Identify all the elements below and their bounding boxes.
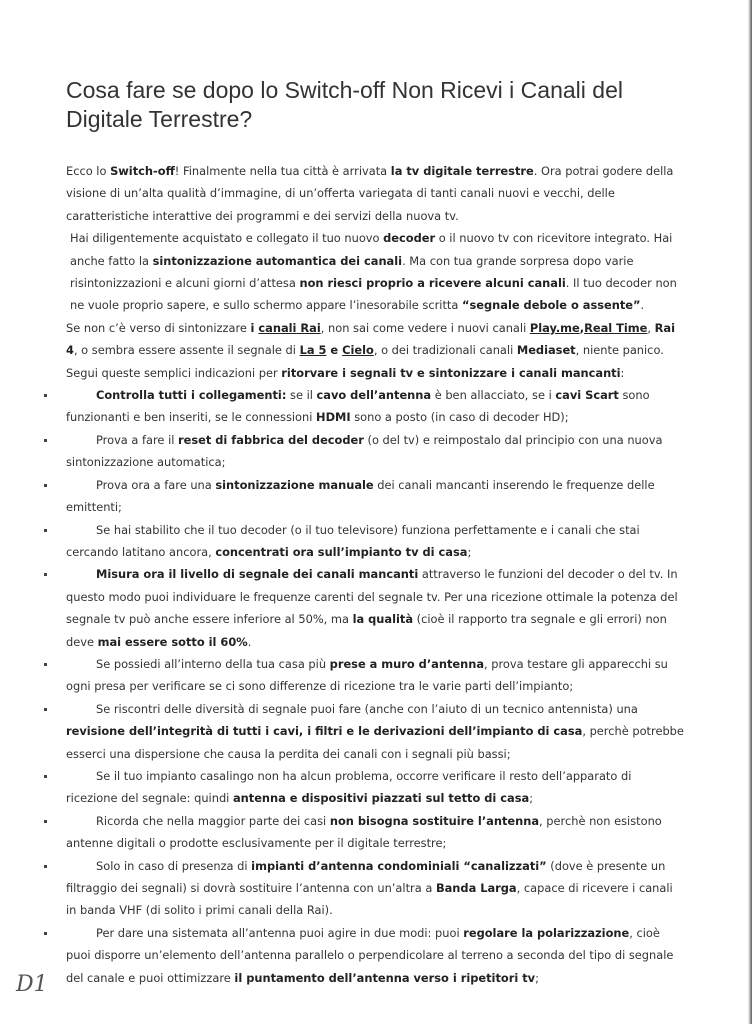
list-item [48,922,684,989]
text-run: o il nuovo tv con ricevitore integrato. Hai anche fatto la [70,231,673,268]
link-text: Play.me [529,320,580,335]
text-run: (o del tv) e reimpostalo dal principio con una nuova sintonizzazione automatica; [66,432,663,470]
text-run: sono funzionanti e ben inseriti, se le connessioni [66,388,650,425]
list-item [48,474,684,519]
bold-text: prese a muro d’antenna [329,656,485,671]
bold-text: Misura ora il livello di segnale dei canali mancanti [96,567,419,582]
bold-text: sintonizzazione automantica dei canali [152,253,403,268]
text-run: . [247,634,252,649]
text-run: , [647,320,655,335]
list-item [48,563,684,653]
bold-text: concentrati ora sull’impianto tv di casa [215,544,468,559]
bold-text: decoder [383,231,436,246]
bold-text: la qualità [352,612,414,627]
list-item [48,855,684,922]
text-run: , non sai come vedere i nuovi canali [320,320,530,335]
list-item [48,519,684,564]
text-run: è ben allacciato, se i [431,388,556,403]
text-run: ; [535,970,539,985]
text-run: , prova testare gli apparecchi su ogni presa per verificare se ci sono differenze di ricezione tra le varie parti dell’impianto; [66,656,668,694]
text-run: Se riscontri delle diversità di segnale puoi fare (anche con l’aiuto di un tecnico antennista) una [96,701,638,716]
bold-text: , [579,320,585,335]
bold-text: reset di fabbrica del decoder [178,432,364,447]
bold-text: cavi Scart [555,388,619,403]
bold-text: “segnale debole o assente” [462,298,641,313]
text-run: , perchè non esistono antenne digitali o prodotte esclusivamente per il digitale terrestre; [66,813,662,851]
bold-text: la tv digitale terrestre [390,164,534,178]
text-run: . Ma con tua grande sorpresa dopo varie risintonizzazioni e alcuni giorni d’attesa [70,253,634,291]
bold-text: antenna e dispositivi piazzati sul tetto di casa [232,791,530,806]
text-run: , perchè potrebbe esserci una dispersione che causa la perdita dei canali con i segnali più bassi; [66,724,684,761]
text-run: Per dare una sistemata all’antenna puoi agire in due modi: puoi [96,925,464,940]
bold-text: Rai 4 [66,320,676,358]
bold-text: Controlla tutti i collegamenti: [96,388,287,403]
bold-text: Mediaset [516,343,576,358]
link-text: Real Time [584,320,648,335]
list-item [48,765,684,810]
text-run: . [640,298,645,313]
list-item [48,384,684,429]
bold-text: non riesci proprio a ricevere alcuni canali [299,276,566,291]
document-body [66,160,684,989]
text-run: , o dei tradizionali canali [373,343,517,358]
page-mark: D1 [16,972,48,997]
bold-text: cavo dell’antenna [316,388,432,403]
text-run: : [620,365,625,380]
bold-text: mai essere sotto il 60% [97,634,248,649]
text-run: (cioè il rapporto tra segnale e gli errori) non deve [66,612,667,649]
text-run: , cioè puoi disporre un’elemento dell’antenna parallelo o perpendicolare al terreno a seconda del tipo di segnale del canale e puoi ottimizzare [66,925,674,985]
text-run: (dove è presente un filtraggio dei segnali) si dovrà sostituire l’antenna con un’altra a [66,858,666,895]
bold-text: ritorvare i segnali tv e sintonizzare i canali mancanti [281,365,621,380]
link-text: La 5 [299,343,327,358]
text-run: Solo in caso di presenza di [96,858,252,873]
text-run: , capace di ricevere i canali in banda VHF (di solito i primi canali della Rai). [66,881,673,918]
text-run: . Ora potrai godere della visione di un’alta qualità d’immagine, di un’offerta variegata di tanti canali nuovi e vecchi, delle caratteristiche interattive dei programmi e dei servizi della nuova tv. [66,164,674,223]
bold-text: non bisogna sostituire l’antenna [329,813,540,828]
bold-text [342,343,374,357]
text-run: , o sembra essere assente il segnale di [73,343,300,358]
bold-text: impianti d’antenna condominiali “canalizzati” [251,858,547,873]
intro-paragraph-3 [66,317,684,384]
bold-text: e [326,343,343,358]
text-run: se il [286,388,317,403]
bold-text [258,321,320,335]
text-run: Se il tuo impianto casalingo non ha alcun problema, occorre verificare il resto dell’apparato di ricezione del segnale: quindi [66,768,632,806]
bold-text: i [250,320,259,335]
bold-text: HDMI [316,410,351,425]
text-run: Se non c’è verso di sintonizzare [66,320,251,335]
text-run: Ecco lo [66,164,111,178]
text-run: Se hai stabilito che il tuo decoder (o il tuo televisore) funziona perfettamente e i canali che stai cercando latitano ancora, [66,522,640,559]
text-run: ! Finalmente nella tua città è arrivata [174,164,391,178]
text-run: Prova a fare il [96,432,179,447]
link-text: canali Rai [258,320,321,335]
bold-text [584,321,647,335]
bold-text: Switch-off [110,164,175,178]
list-item [48,653,684,698]
list-item [48,698,684,765]
text-run: . Il tuo decoder non ne vuole proprio sapere, e sullo schermo appare l’inesorabile scritta [70,276,677,313]
instruction-list [66,384,684,989]
link-text: Cielo [342,343,374,358]
bold-text: sintonizzazione manuale [215,477,374,492]
document-title: Cosa fare se dopo lo Switch-off Non Ricevi i Canali del Digitale Terrestre? [66,77,623,132]
text-run: Ricorda che nella maggior parte dei casi [96,813,330,828]
text-run: sono a posto (in caso di decoder HD); [350,410,569,425]
scan-edge [748,0,752,1024]
intro-paragraph-2 [66,227,684,317]
list-item [48,810,684,855]
bold-text: revisione dell’integrità di tutti i cavi, i filtri e le derivazioni dell’impianto di casa [66,724,583,739]
bold-text: il puntamento dell’antenna verso i ripetitori tv [234,970,536,985]
text-run: Se possiedi all’interno della tua casa più [96,656,330,671]
text-run: , niente panico. Segui queste semplici indicazioni per [66,343,664,380]
text-run: ; [529,791,534,806]
text-run: Prova ora a fare una [96,477,216,492]
text-run: attraverso le funzioni del decoder o del tv. In questo modo puoi individuare le frequenze carenti del segnale tv. Per una ricezione ottimale la potenza del segnale tv può anche essere inferiore al 50%, ma [66,567,678,627]
text-run: Hai diligentemente acquistato e collegato il tuo nuovo [70,231,384,246]
text-run: ; [467,544,472,559]
intro-paragraph-1 [66,160,684,227]
bold-text: Banda Larga [435,881,517,895]
text-run: dei canali mancanti inserendo le frequenze delle emittenti; [66,477,655,515]
bold-text [300,343,327,357]
bold-text: regolare la polarizzazione [463,925,630,940]
list-item [48,429,684,474]
bold-text [530,321,580,335]
